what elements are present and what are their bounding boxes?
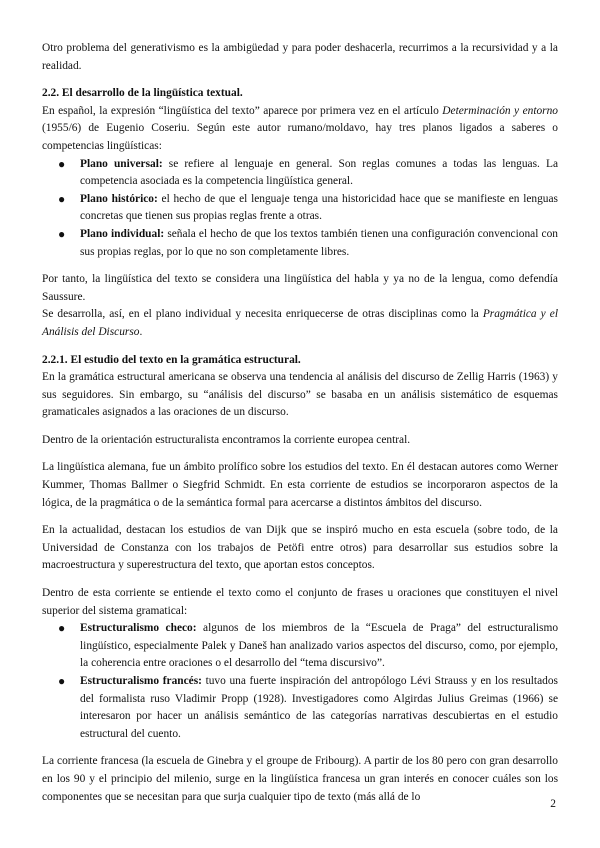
list-item-term: Estructuralismo checo: [80,622,197,635]
section-2-2-1-paragraph-3: La lingüística alemana, fue un ámbito prolífico sobre los estudios del texto. En él destacan autores como Werner Kummer, Thomas Ballmer o Siegfrid Schmidt. En esta corriente de estudios se incorporaron aspectos de la lógica, de la pragmática o de la semántica formal para acercarse a distintos ámbitos del discurso. [42,461,558,509]
section-2-2-paragraph-2: Por tanto, la lingüística del texto se considera una lingüística del habla y ya no de la lengua, como defendía Saussure. [42,273,558,303]
list-item [42,226,558,261]
list-item-term: Plano histórico: [80,192,158,205]
list-item [42,156,558,191]
intro-paragraph: Otro problema del generativismo es la ambigüedad y para poder deshacerla, recurrimos a la recursividad y a la realidad. [42,42,558,72]
page-body [42,40,558,816]
section-heading-2-2-1: 2.2.1. El estudio del texto en la gramática estructural. [42,353,301,366]
section-2-2-1-paragraph-2: Dentro de la orientación estructuralista encontramos la corriente europea central. [42,433,411,446]
list-item-text: algunos de los miembros de la “Escuela de Praga” del estructuralismo lingüístico, especialmente Palek y Daneš han analizado varios aspectos del discurso, como, por ejemplo, la coherencia entre oraciones o el desarrollo del “tema discursivo”. [80,622,559,670]
list-item-term: Plano individual: [80,227,165,240]
list-item-text: se refiere al lenguaje en general. Son reglas comunes a todas las lenguas. La competencia asociada es la competencia lingüística general. [80,157,558,188]
bullet-icon: ● [58,156,66,171]
paragraph-text: . [139,325,143,338]
list-item [42,620,558,673]
paragraph-text: Se desarrolla, así, en el plano individual y necesita enriquecerse de otras disciplinas como la [42,308,483,321]
section-2-2-paragraph-3 [42,306,558,341]
list-item-term: Plano universal: [80,157,163,170]
list-item-term: Estructuralismo francés: [80,675,202,687]
bullet-icon: ● [58,226,66,241]
bullet-icon: ● [58,621,66,636]
emphasized-disciplines: Pragmática y el Análisis del Discurso [42,308,558,338]
list-item-text: el hecho de que el lenguaje tenga una historicidad hace que se manifieste en lenguas concretas que tienen sus propias reglas frente a otras. [80,192,558,223]
planes-list [42,156,558,262]
section-2-2-1-paragraph-6: La corriente francesa (la escuela de Ginebra y el groupe de Fribourg). A partir de los 80 pero con gran desarrollo en los 90 y el principio del milenio, surge en la lingüística francesa un gran interés en conocer cuáles son los componentes que se necesitan para que surja cualquier tipo de texto (más allá de lo [42,755,558,803]
section-2-2-1-paragraph-5: Dentro de esta corriente se entiende el texto como el conjunto de frases u oraciones que constituyen el nivel superior del sistema gramatical: [42,587,558,617]
page-number: 2 [550,798,556,810]
list-item-text: tuvo una fuerte inspiración del antropólogo Lévi Strauss y en los resultados del formalista ruso Vladimir Propp (1928). Investigadores como Algirdas Julius Greimas (1966) se interesaron por hacer un análisis semántico de las categorías narrativas descubiertas en el estudio estructural del cuento. [80,675,558,740]
list-item [42,191,558,226]
bullet-icon: ● [58,674,66,688]
section-2-2-paragraph-1 [42,103,558,156]
section-heading-2-2: 2.2. El desarrollo de la lingüística textual. [42,87,243,100]
paragraph-text: (1955/6) de Eugenio Coseriu. Según este autor rumano/moldavo, hay tres planos ligados a saberes o competencias lingüísticas: [42,122,558,152]
bullet-icon: ● [58,191,66,206]
section-2-2-1-paragraph-1: En la gramática estructural americana se observa una tendencia al análisis del discurso de Zellig Harris (1963) y sus seguidores. Sin embargo, su “análisis del discurso” se basaba en un análisis sistemático de esquemas gramaticales asignados a las oraciones de un discurso. [42,371,558,419]
structuralism-list [42,620,558,743]
article-title: Determinación y entorno [442,104,558,117]
paragraph-text: En español, la expresión “lingüística del texto” aparece por primera vez en el artículo [42,104,443,117]
list-item [42,673,558,743]
list-item-text: señala el hecho de que los textos también tienen una configuración convencional con sus propias reglas, por lo que no son completamente libres. [80,227,558,258]
section-2-2-1-paragraph-4: En la actualidad, destacan los estudios de van Dijk que se inspiró mucho en esta escuela (sobre todo, de la Universidad de Constanza con los trabajos de Petöfi entre otros) para desarrollar sus estudios sobre la macroestructura y superestructura del texto, que aportan estos conceptos. [42,524,558,572]
